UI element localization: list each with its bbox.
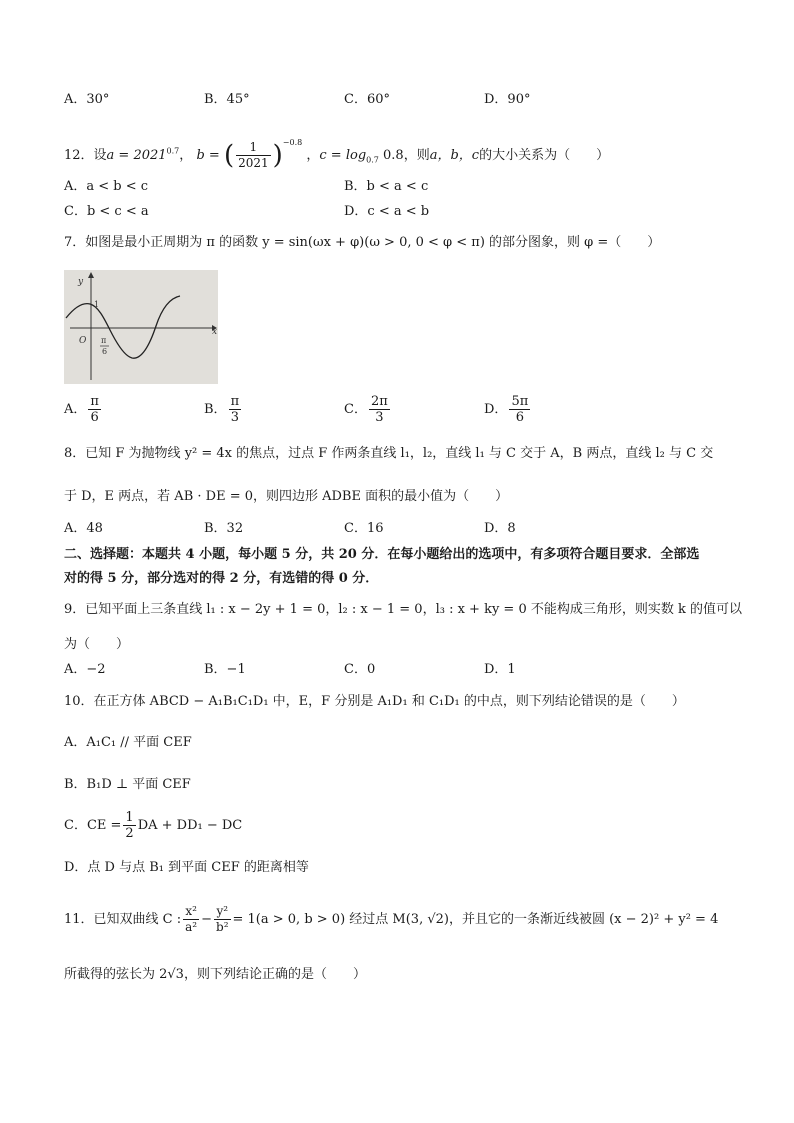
origin-label: O — [79, 336, 87, 346]
q10-option-d: D．点 D 与点 B₁ 到平面 CEF 的距离相等 — [64, 860, 309, 875]
q8-option-d: D．8 — [484, 521, 516, 536]
q7-option-b: B． $\frac{\pi}{3}$ — [204, 394, 240, 425]
question-10: 10．在正方体 ABCD − A₁B₁C₁D₁ 中，E，F 分别是 A₁D₁ 和 C₁D₁ 的中点，则下列结论错误的是（ ） — [64, 694, 685, 709]
q12-option-d: D．c < a < b — [344, 204, 430, 219]
q9-option-a: A．−2 — [64, 662, 106, 677]
question-11-line-2: 所截得的弦长为 2√3，则下列结论正确的是（ ） — [64, 967, 366, 982]
q7-option-c: C． $\frac{2\pi}{3}$ — [344, 394, 388, 425]
x-label: x — [212, 327, 218, 337]
one-label: 1 — [94, 300, 100, 309]
q9-option-b: B．−1 — [204, 662, 246, 677]
q9-option-d: D．1 — [484, 662, 516, 677]
q7-option-d: D． $\frac{5\pi}{6}$ — [484, 394, 529, 425]
sine-graph-figure — [64, 270, 218, 384]
q10-option-a: A．A₁C₁ // 平面 CEF — [64, 735, 192, 750]
sine-graph-svg — [64, 270, 218, 384]
question-7: 7．如图是最小正周期为 π 的函数 y = sin(ωx + φ)(ω > 0, 0 < φ < π) 的部分图象，则 φ =（ ） — [64, 235, 661, 250]
q12-option-a: A．a < b < c — [64, 179, 149, 194]
option-c: C．60° — [344, 92, 390, 107]
q10-option-c: C．CE = $\frac{1}{2}$ DA + DD₁ − DC — [64, 810, 243, 841]
y-axis-arrow — [88, 272, 94, 278]
question-9-line-2: 为（ ） — [64, 637, 130, 652]
q8-option-a: A．48 — [64, 521, 103, 536]
question-11-line-1: 11．已知双曲线 C : $\frac{\text{x²}}{\text{a²}}$ − $\frac{\text{y²}}{\text{b²}}$ = 1(a > 0, b > 0) 经过点 M(3, √2)，并且它的一条渐近线被圆 (x − 2)² + y² = 4 — [64, 904, 719, 934]
question-8-line-2: 于 D，E 两点，若 AB · DE = 0，则四边形 ADBE 面积的最小值为（ ） — [64, 489, 509, 504]
question-8-line-1: 8．已知 F 为抛物线 y² = 4x 的焦点，过点 F 作两条直线 l₁，l₂，直线 l₁ 与 C 交于 A，B 两点，直线 l₂ 与 C 交 — [64, 446, 714, 461]
option-b: B．45° — [204, 92, 250, 107]
pi-label: π — [101, 336, 107, 345]
six-label: 6 — [102, 347, 108, 356]
q8-option-b: B．32 — [204, 521, 244, 536]
y-label: y — [78, 277, 84, 287]
q12-option-b: B．b < a < c — [344, 179, 429, 194]
q12-option-c: C．b < c < a — [64, 204, 149, 219]
option-d: D．90° — [484, 92, 531, 107]
question-9-line-1: 9．已知平面上三条直线 l₁ : x − 2y + 1 = 0，l₂ : x − 1 = 0，l₃ : x + ky = 0 不能构成三角形，则实数 k 的值可以 — [64, 602, 743, 617]
option-a: A．30° — [64, 92, 110, 107]
q10-option-b: B．B₁D ⊥ 平面 CEF — [64, 777, 191, 792]
section-2-heading-line-2: 对的得 5 分，部分选对的得 2 分，有选错的得 0 分． — [64, 571, 379, 586]
q9-option-c: C．0 — [344, 662, 376, 677]
q8-option-c: C．16 — [344, 521, 384, 536]
sine-curve — [66, 296, 180, 358]
q7-option-a: A． $\frac{\pi}{6}$ — [64, 394, 99, 425]
question-12: 12．设$a = 2021^{0.7}$， b = ( $\frac{1}{2021}$ )$^{-0.8}$ ，$c = \log_{0.7} 0.8$，则a，b，c的大小关系为（ ） — [64, 138, 610, 171]
section-2-heading-line-1: 二、选择题：本题共 4 小题，每小题 5 分，共 20 分．在每小题给出的选项中，有多项符合题目要求．全部选 — [64, 547, 700, 562]
